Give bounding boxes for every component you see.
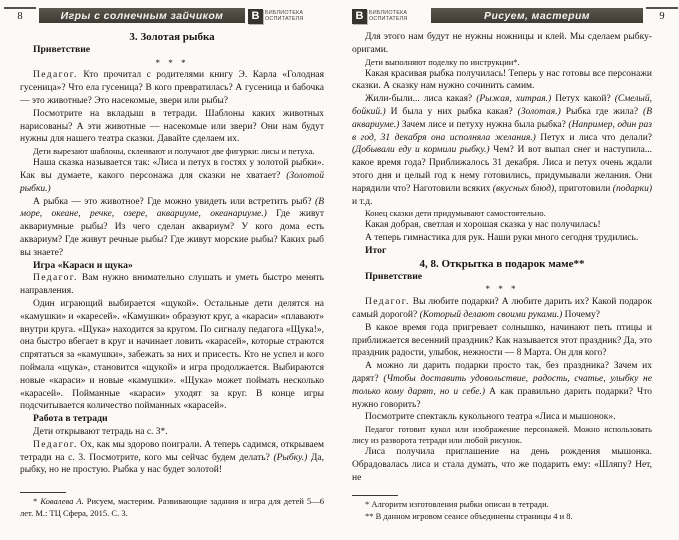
stage-direction xyxy=(20,146,324,157)
text-segment: * xyxy=(33,496,41,507)
text-segment: Работа в тетради xyxy=(33,413,108,425)
paragraph xyxy=(20,426,324,439)
text-segment: Рисуем, мастерим. Развивающие задания и игра для детей 5—6 лет. М.: ТЦ Сфера, 2015. С. 3. xyxy=(20,496,324,518)
footnote xyxy=(352,511,652,522)
text-segment: Дети выполняют поделку по инструкции*. xyxy=(365,56,520,67)
running-title-right: Рисуем, мастерим xyxy=(431,8,643,23)
spaced-text: Педагог. xyxy=(33,273,78,284)
footnote-rule xyxy=(20,492,66,493)
text-segment: Чем? И вот выпал снег и наступила... какое время года? Приближалось 31 декабря. Лиса и петух очень ждали этого дня и целый год к нему готовились, придумывали желания. Они нарядили что? Наготовили всяких xyxy=(352,145,653,194)
logo-text xyxy=(369,10,407,22)
text-segment: В какое время года пригревает солнышко, начинают петь птицы и приближается весенний праздник? Как называется этот праздник? Да, это праздник радости, улыбок, нежности — 8 Марта. Он для кого? xyxy=(352,322,652,359)
paragraph xyxy=(352,296,652,322)
text-segment: Приветствие xyxy=(33,43,91,55)
paragraph xyxy=(20,298,324,413)
paragraph xyxy=(20,157,324,195)
logo-letter-icon: В xyxy=(248,9,263,24)
asterisk-separator xyxy=(20,57,324,70)
paragraph xyxy=(352,68,652,94)
paragraph xyxy=(352,446,652,484)
text-segment: ** В данном игровом сеансе объединены страницы 4 и 8. xyxy=(365,510,573,521)
text-segment: Какая красивая рыбка получилась! Теперь у нас готовы все персонажи сказки. А сказку нам нужно сочинить самим. xyxy=(352,68,652,92)
text-segment: 3. Золотая рыбка xyxy=(129,31,215,43)
text-segment: Где живут аквариумные рыбы? Из чего сделан аквариум? У кого дома есть аквариум? Где живут речные рыбы? Где живут морские рыбы? Каких рыб вы знаете? xyxy=(20,209,325,258)
italic-text: (Золотой рыбки.) xyxy=(20,170,324,194)
text-segment: Ох, как мы здорово поиграли. А теперь садимся, открываем тетради на с. 3. Посмотрите, кого мы сейчас будем делать? xyxy=(20,439,324,463)
logo-text xyxy=(265,10,303,22)
text-segment: Педагог готовит кукол или изображение персонажей. Можно использовать лису из разворота тетради или любой рисунок. xyxy=(352,424,652,446)
page-header-left xyxy=(4,7,324,24)
paragraph xyxy=(352,31,652,57)
text-segment: , приготовили xyxy=(554,183,613,194)
chapter-title xyxy=(20,31,324,44)
italic-text: (подарки) xyxy=(612,183,652,194)
section-heading xyxy=(20,44,324,57)
paragraph xyxy=(352,322,652,360)
text-segment: Почему? xyxy=(562,309,600,320)
italic-text: (В море, океане, речке, озере, аквариуме, океанариуме.) xyxy=(20,196,324,220)
asterisk-separator xyxy=(352,283,652,296)
footnote-list-left xyxy=(20,496,324,519)
text-segment: Приветствие xyxy=(365,270,423,282)
stage-direction xyxy=(352,57,652,68)
text-segment: Вы любите подарки? А любите дарить их? Какой подарок самый дорогой? xyxy=(352,297,652,320)
text-segment: и т.д. xyxy=(352,196,373,207)
section-heading xyxy=(20,413,324,426)
running-title-left: Игры с солнечным зайчиком xyxy=(39,8,245,23)
footnote-list-right xyxy=(352,499,652,522)
paragraph xyxy=(20,196,324,260)
text-segment: Дети вырезают шаблоны, склеивают и получают две фигурки: лисы и петуха. xyxy=(33,146,315,157)
text-segment: * * * xyxy=(155,57,189,68)
italic-text: (В аквариуме.) xyxy=(352,106,653,130)
text-segment: А можно ли дарить подарки просто так, без праздника? Зачем их дарят? xyxy=(352,361,652,384)
paragraph xyxy=(20,439,324,477)
text-segment: Дети открывают тетрадь на с. 3*. xyxy=(33,426,168,437)
chapter-title xyxy=(352,258,652,271)
stage-direction xyxy=(352,208,652,219)
text-segment: Петух какой? xyxy=(551,94,615,105)
text-segment: Жили-были... лиса какая? xyxy=(365,94,477,105)
stage-direction xyxy=(352,424,652,446)
italic-text: (вкусных блюд) xyxy=(492,183,555,194)
logo-letter-icon: В xyxy=(352,9,367,24)
text-segment: Один играющий выбирается «щукой». Остальные дети делятся на «камушки» и «каресей». «Камушки» образуют круг, а «караси» «плавают» внутри круга. «Щука» находится за кругом. По сигналу педагога «Щука!», она быстро вбегает в круг и начинает ловить «карасей», которые страются спрятаться за «камушки», забежать за них и присесть. Кто не успел и кого поймала «щука», становится «щукой» и игра продолжается. Выбираются новые «караси» и новые «камушки». «Щука» может поймать несколько «карасей». Пойманные «караси» уходят за круг. В конце игры подсчитывается количество пойманных «карасей». xyxy=(20,298,324,412)
publisher-logo xyxy=(352,7,428,24)
spaced-text: Педагог. xyxy=(33,70,78,81)
page-left xyxy=(17,7,325,534)
section-heading xyxy=(20,260,324,273)
footnote-rule xyxy=(352,495,398,496)
page-header-right xyxy=(352,7,678,24)
text-segment: * Алгоритм изготовления рыбки описан в тетради. xyxy=(365,499,549,510)
text-segment: Вам нужно внимательно слушать и уметь быстро менять направления. xyxy=(20,273,324,297)
paragraph xyxy=(352,93,652,208)
text-segment: А рыбка — это животное? Где можно увидеть или встретить рыб? xyxy=(33,196,316,207)
paragraph xyxy=(352,219,652,232)
footnote xyxy=(352,499,652,510)
section-heading xyxy=(352,245,652,258)
text-segment: Для этого нам будут не нужны ножницы и клей. Мы сделаем рыбку-оригами. xyxy=(352,32,652,55)
spaced-text: Педагог. xyxy=(33,439,78,450)
italic-text: (Рыбку.) xyxy=(273,452,308,463)
paragraph xyxy=(352,411,652,424)
paragraph xyxy=(352,232,652,245)
section-heading xyxy=(352,271,652,284)
italic-text: (Чтобы доставить удовольствие, радость, счатье, улыбку не только кому дарят, но и себе.) xyxy=(352,373,652,397)
text-segment: Рыбка где жила? xyxy=(560,106,644,117)
logo-line1: БИБЛИОТЕКА xyxy=(265,10,304,16)
footnotes-left xyxy=(20,492,324,519)
text-segment: * * * xyxy=(485,284,519,295)
page-body-left xyxy=(20,24,324,477)
page-right xyxy=(352,7,665,534)
footnote xyxy=(20,496,324,519)
paragraph xyxy=(20,108,324,146)
text-segment: Какая добрая, светлая и хорошая сказка у нас получилась! xyxy=(365,220,601,231)
paragraph xyxy=(20,69,324,107)
text-segment: Петух и лиса что делали? xyxy=(535,132,652,143)
paragraph xyxy=(352,360,652,411)
text-segment: Посмотрите на вкладыш в тетради. Шаблоны каких животных нарисованы? А эти животные — насекомые или звери? Они нам будут нужны для нашего театра сказки. Давайте сделаем их. xyxy=(20,108,324,145)
text-segment: 4, 8. Открытка в подарок маме** xyxy=(419,257,585,270)
italic-text: (Золотая.) xyxy=(517,106,561,117)
text-segment: Лиса получила приглашение на день рождения мышонка. Обрадовалась лиса и стала думать, что же подарить ему: «Шляпу? Нет, не xyxy=(352,447,652,483)
text-segment: Да, рыбку, но не простую. Рыбка у нас будет золотой! xyxy=(20,452,324,476)
logo-line1: БИБЛИОТЕКА xyxy=(369,10,408,16)
text-segment: Итог xyxy=(365,244,387,256)
page-body-right xyxy=(352,24,652,485)
footnotes-right xyxy=(352,495,652,522)
text-segment: И была у них рыбка какая? xyxy=(385,106,518,117)
italic-text: (Смелый, бойкий.) xyxy=(352,94,652,117)
text-segment: Кто прочитал с родителями книгу Э. Карла «Голодная гусеница»? Что ела гусеница? В кого превратилась? А гусеница и бабочка — это животные? Это насекомые, звери или рыбы? xyxy=(20,70,324,106)
text-segment: Зачем лисе и петуху нужна была рыбка? xyxy=(399,119,569,130)
spaced-text: Педагог. xyxy=(365,297,410,308)
page-number-right: 9 xyxy=(646,7,678,24)
italic-text: (Который делают своими руками.) xyxy=(419,309,563,320)
italic-text: (Рыжая, хитрая.) xyxy=(476,94,552,105)
publisher-logo xyxy=(248,7,324,24)
italic-text: (Например, один раз в год, 31 декабря она исполняла желания.) xyxy=(352,119,652,143)
paragraph xyxy=(20,272,324,298)
italic-text: (Добывали еду и кормили рыбку.) xyxy=(352,145,490,156)
logo-line2: ОСПИТАТЕЛЯ xyxy=(265,16,304,22)
text-segment: А теперь гимнастика для рук. Наши руки много сегодня трудились. xyxy=(365,233,639,244)
italic-text: Ковалева А. xyxy=(40,496,84,507)
text-segment: Посмотрите спектакль кукольного театра «Лиса и мышонок». xyxy=(365,412,616,423)
text-segment: Игра «Караси и щука» xyxy=(33,259,133,271)
text-segment: Конец сказки дети придумывают самостоятельно. xyxy=(365,208,546,219)
text-segment: А как правильно дарить подарки? Что нужно говорить? xyxy=(352,386,653,410)
logo-line2: ОСПИТАТЕЛЯ xyxy=(369,16,408,22)
text-segment: Наша сказка называется так: «Лиса и петух в гостях у золотой рыбки». Как вы думаете, какого персонажа для сказки не хватает? xyxy=(20,158,324,181)
page-number-left: 8 xyxy=(4,7,36,24)
